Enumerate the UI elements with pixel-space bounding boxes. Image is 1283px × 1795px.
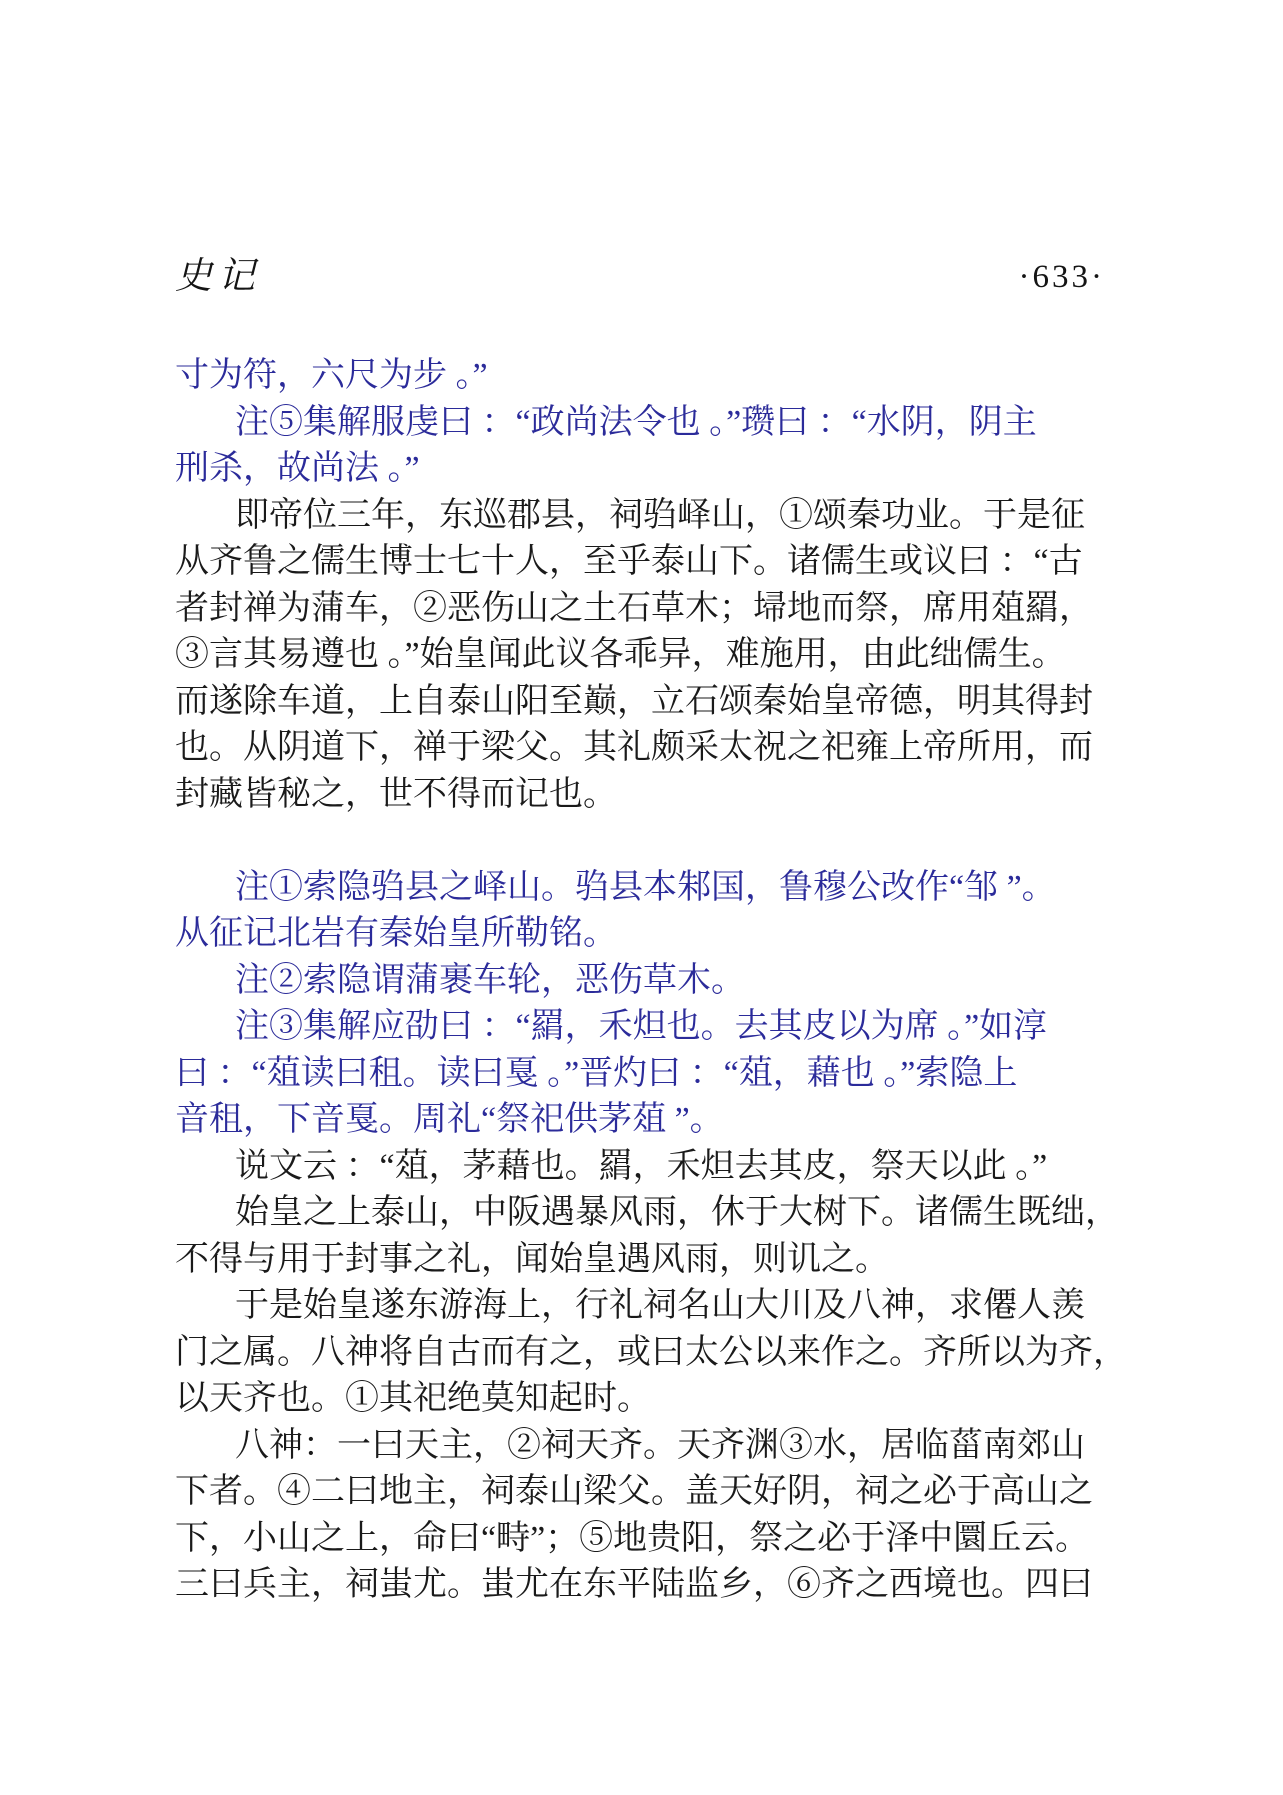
text-line: 说文云 ：“葅，茅藉也。羂，禾炟去其皮，祭天以此 。” bbox=[235, 1147, 1048, 1185]
text-line: 封藏皆秘之，世不得而记也。 bbox=[175, 775, 617, 813]
text-line: 八神：一曰天主，②祠天齐。天齐渊③水，居临菑南郊山 bbox=[235, 1426, 1085, 1464]
text-line: 寸为符，六尺为步 。” bbox=[175, 357, 488, 394]
text-line: 刑杀，故尚法 。” bbox=[175, 450, 420, 487]
text-line: 下，小山之上，命曰“畤”；⑤地贵阳，祭之必于泽中圜丘云。 bbox=[175, 1519, 1090, 1557]
body-text-column bbox=[175, 353, 1127, 1609]
page-header bbox=[175, 255, 1105, 299]
text-line: 三曰兵主，祠蚩尤。蚩尤在东平陆监乡，⑥齐之西境也。四曰 bbox=[175, 1566, 1093, 1603]
text-line: 以天齐也。①其祀绝莫知起时。 bbox=[175, 1380, 651, 1417]
text-line: 于是始皇遂东游海上，行礼祠名山大川及八神，求僊人羡 bbox=[235, 1287, 1085, 1324]
text-line: 门之属。八神将自古而有之，或曰太公以来作之。齐所以为齐， bbox=[175, 1333, 1127, 1371]
text-line: 不得与用于封事之礼，闻始皇遇风雨，则讥之。 bbox=[175, 1240, 889, 1278]
text-line: 即帝位三年，东巡郡县，祠驺峄山，①颂秦功业。于是征 bbox=[235, 496, 1085, 534]
text-line: 从征记北岩有秦始皇所勒铭。 bbox=[175, 915, 617, 952]
text-line: 者封禅为蒲车，②恶伤山之土石草木；埽地而祭，席用葅羂， bbox=[175, 589, 1093, 627]
book-title: 史记 bbox=[175, 256, 261, 297]
text-line: 注①索隐驺县之峄山。驺县本邾国，鲁穆公改作“邹 ”。 bbox=[235, 868, 1056, 906]
text-line: 注②索隐谓蒲裹车轮，恶伤草木。 bbox=[235, 961, 745, 999]
page-number: ·633· bbox=[1018, 259, 1105, 295]
text-line: 也。从阴道下，禅于梁父。其礼颇采太祝之祀雍上帝所用，而 bbox=[175, 729, 1093, 766]
text-line: 曰 ：“葅读曰租。读曰戛 。”晋灼曰 ：“葅，藉也 。”索隐上 bbox=[175, 1054, 1018, 1092]
text-line: 从齐鲁之儒生博士七十人，至乎泰山下。诸儒生或议曰 ：“古 bbox=[175, 543, 1083, 580]
text-line: 注③集解应劭曰 ：“羂，禾炟也。去其皮以为席 。”如淳 bbox=[235, 1008, 1048, 1045]
text-line: 而遂除车道，上自泰山阳至巅，立石颂秦始皇帝德，明其得封 bbox=[175, 682, 1093, 720]
text-line: ③言其易遵也 。”始皇闻此议各乖异，难施用，由此绌儒生。 bbox=[175, 636, 1066, 673]
text-line: 音租，下音戛。周礼“祭祀供茅葅 ”。 bbox=[175, 1101, 724, 1138]
text-line: 始皇之上泰山，中阪遇暴风雨，休于大树下。诸儒生既绌， bbox=[235, 1194, 1119, 1231]
text-line: 下者。④二曰地主，祠泰山梁父。盖天好阴，祠之必于高山之 bbox=[175, 1473, 1093, 1510]
text-line: 注⑤集解服虔曰 ：“政尚法令也 。”瓒曰 ：“水阴，阴主 bbox=[235, 403, 1037, 441]
